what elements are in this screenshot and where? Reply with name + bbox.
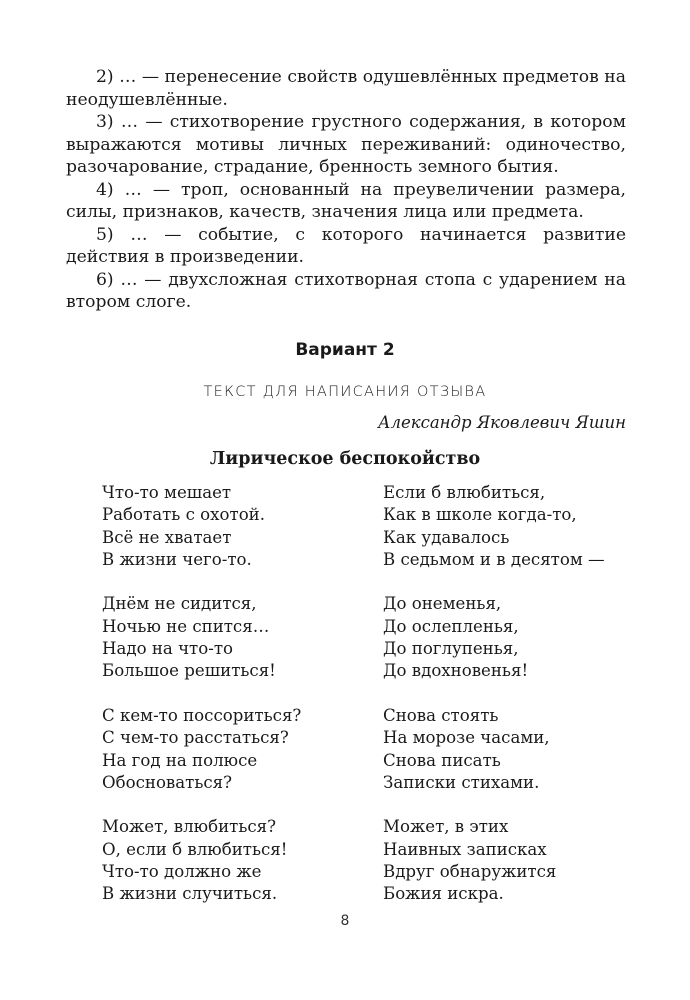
poem-left-column xyxy=(102,482,301,928)
poem-line: О, если б влюбиться! xyxy=(102,839,288,859)
variant-heading: Вариант 2 xyxy=(295,340,395,360)
poem-line: В жизни случиться. xyxy=(102,884,278,904)
poem-line: Божия искра. xyxy=(383,884,504,904)
poem-line: До поглупенья, xyxy=(383,639,519,659)
poem-line: Ночью не спится… xyxy=(102,616,270,636)
stanza xyxy=(383,816,605,905)
stanza xyxy=(102,482,301,571)
poem-line: До ослепленья, xyxy=(383,616,519,636)
definitions-list xyxy=(66,66,626,314)
poem-line: На год на полюсе xyxy=(102,750,258,770)
stanza xyxy=(383,482,605,571)
poem-title: Лирическое беспокойство xyxy=(209,449,481,469)
poem-line: Может, в этих xyxy=(383,817,509,837)
definition-item: 3) … — стихотворение грустного содержания, в котором выражаются мотивы личных переживаний: одиночество, разочарование, страдание, бренность земного бытия. xyxy=(66,112,626,177)
poem-line: Как удавалось xyxy=(383,527,510,547)
poem-line: Наивных записках xyxy=(383,839,547,859)
stanza xyxy=(102,705,301,794)
poem-line: С кем-то поссориться? xyxy=(102,705,302,725)
poem-line: Как в школе когда-то, xyxy=(383,505,577,525)
poem-line: Надо на что-то xyxy=(102,639,233,659)
poem-line: Обосноваться? xyxy=(102,772,233,792)
poem-line: Снова писать xyxy=(383,750,501,770)
poem-line: Большое решиться! xyxy=(102,661,276,681)
poem-line: Записки стихами. xyxy=(383,772,540,792)
poem-author: Александр Яковлевич Яшин xyxy=(377,413,626,432)
poem-line: До вдохновенья! xyxy=(383,661,529,681)
page-number: 8 xyxy=(340,913,350,929)
poem-line: Снова стоять xyxy=(383,705,499,725)
section-heading: ТЕКСТ ДЛЯ НАПИСАНИЯ ОТЗЫВА xyxy=(203,384,487,400)
stanza xyxy=(102,593,301,682)
poem-right-column xyxy=(383,482,605,928)
definition-item: 5) … — событие, с которого начинается развитие действия в произведении. xyxy=(66,224,626,267)
poem-line: До онеменья, xyxy=(383,594,502,614)
poem-line: С чем-то расстаться? xyxy=(102,728,289,748)
poem-line: Всё не хватает xyxy=(102,527,232,547)
poem-line: Вдруг обнаружится xyxy=(383,862,557,882)
stanza xyxy=(102,816,301,905)
poem-line: Днём не сидится, xyxy=(102,594,257,614)
poem-line: В седьмом и в десятом — xyxy=(383,549,605,569)
definition-item: 4) … — троп, основанный на преувеличении размера, силы, признаков, качеств, значения лица или предмета. xyxy=(66,179,626,222)
poem-line: В жизни чего-то. xyxy=(102,549,252,569)
poem-line: Может, влюбиться? xyxy=(102,817,277,837)
poem-line: На морозе часами, xyxy=(383,728,550,748)
stanza xyxy=(383,593,605,682)
poem-line: Что-то должно же xyxy=(102,862,262,882)
poem-line: Что-то мешает xyxy=(102,483,232,502)
definition-item: 6) … — двухсложная стихотворная стопа с ударением на втором слоге. xyxy=(66,269,626,312)
stanza xyxy=(383,705,605,794)
definition-item: 2) … — перенесение свойств одушевлённых предметов на неодушевлённые. xyxy=(66,67,626,110)
poem-line: Если б влюбиться, xyxy=(383,483,546,502)
poem-line: Работать с охотой. xyxy=(102,505,266,525)
